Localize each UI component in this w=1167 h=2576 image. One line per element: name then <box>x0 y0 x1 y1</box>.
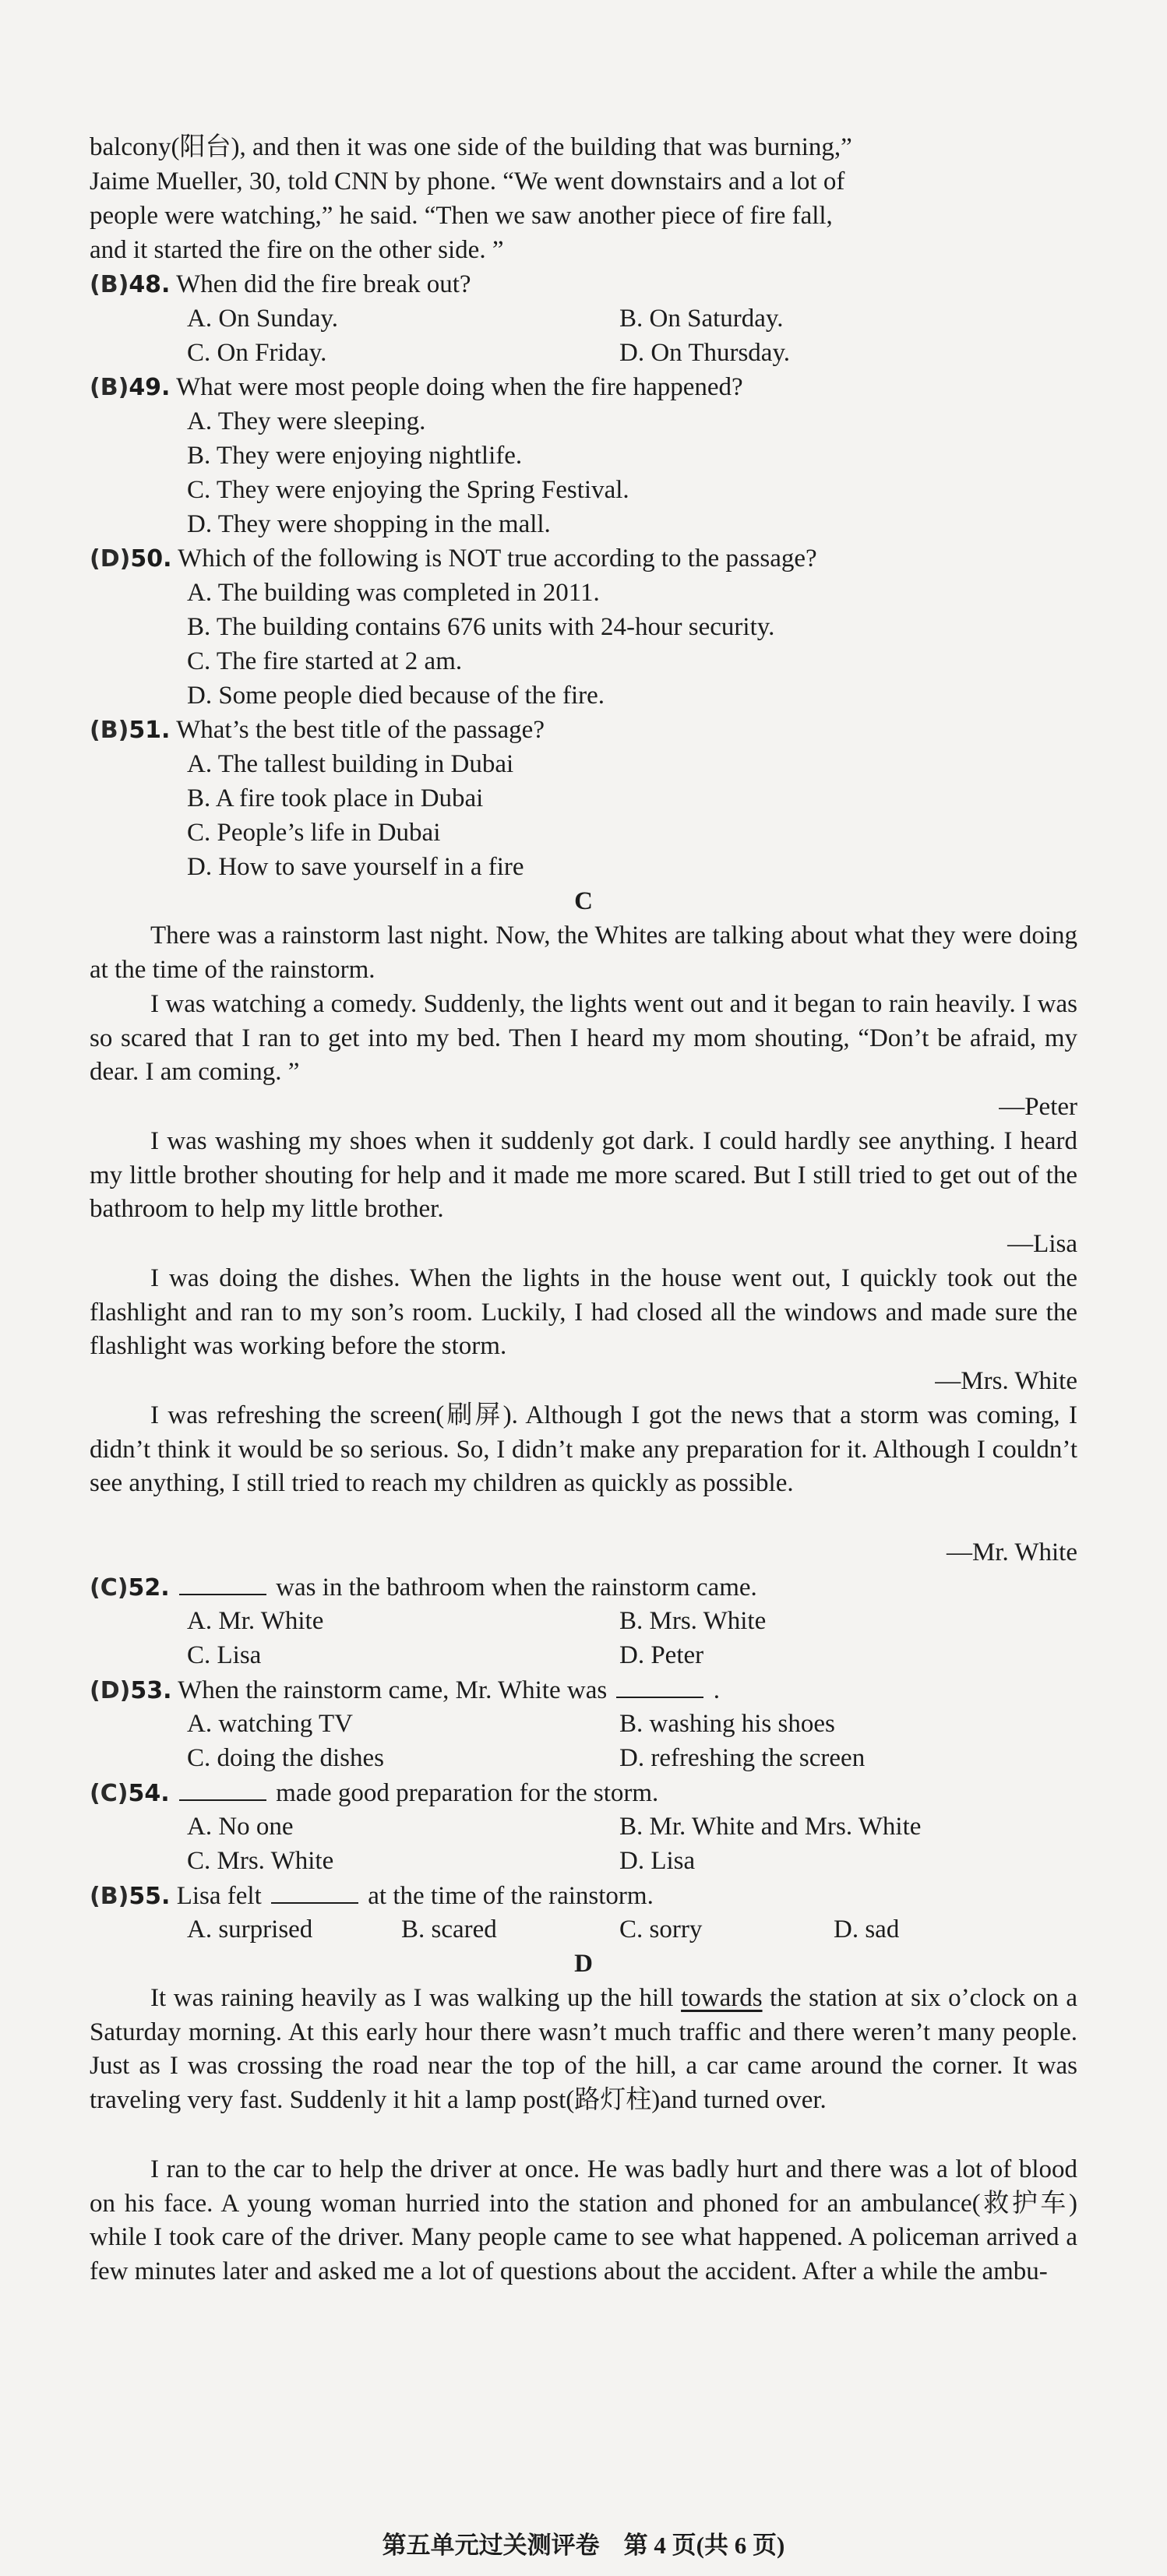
question-number: 51. <box>129 717 171 744</box>
section-d-paragraph-1: It was raining heavily as I was walking up the hill towards the station at six o’clock on a Saturday morning. At this early hour there wasn’t much traffic and there weren’t many people. Just as I was crossing the road near the top of the hill, a car came around the corner. It was traveling very fast. Suddenly it hit a lamp post(路灯柱)and turned over. <box>90 1984 1077 2114</box>
option: C. Lisa <box>187 1641 262 1669</box>
question-stem: made good preparation for the storm. <box>276 1779 659 1807</box>
option: B. A fire took place in Dubai <box>187 784 484 812</box>
option: D. They were shopping in the mall. <box>187 510 551 538</box>
question-stem-end: at the time of the rainstorm. <box>368 1882 654 1910</box>
section-c-intro: There was a rainstorm last night. Now, the Whites are talking about what they were doing at the time of the rainstorm. <box>90 922 1077 984</box>
question-number: 52. <box>128 1574 170 1602</box>
passage-b-line: and it started the fire on the other side. ” <box>90 236 504 264</box>
answer-blank <box>179 1776 266 1801</box>
section-d-heading: D <box>574 1950 593 1978</box>
answer-mark: (C) <box>90 1780 129 1807</box>
option: D. Peter <box>619 1641 704 1669</box>
answer-mark: (B) <box>90 717 129 744</box>
option: C. Mrs. White <box>187 1847 334 1875</box>
page-footer: 第五单元过关测评卷 第 4 页(共 6 页) <box>382 2532 785 2559</box>
question-stem: What were most people doing when the fire happened? <box>176 373 743 401</box>
answer-mark: (B) <box>90 1883 129 1910</box>
answer-mark: (B) <box>90 374 129 401</box>
answer-blank <box>271 1879 358 1904</box>
question-stem: Which of the following is NOT true according to the passage? <box>178 544 817 573</box>
answer-mark: (D) <box>90 545 131 573</box>
option: A. The tallest building in Dubai <box>187 750 514 778</box>
option: B. They were enjoying nightlife. <box>187 442 523 470</box>
option: B. The building contains 676 units with 24-hour security. <box>187 613 775 641</box>
option: C. The fire started at 2 am. <box>187 647 463 675</box>
speaker-paragraph: I was washing my shoes when it suddenly got dark. I could hardly see anything. I heard my little brother shouting for help and it made me more scared. But I still tried to get out of the bathroom to help my little brother. <box>90 1127 1077 1224</box>
option: A. No one <box>187 1813 294 1841</box>
option: A. watching TV <box>187 1710 353 1738</box>
option: C. sorry <box>619 1915 703 1943</box>
question-52 <box>90 1570 757 1605</box>
speaker-paragraph: I was refreshing the screen(刷屏). Although I got the news that a storm was coming, I didn’t think it would be so serious. So, I didn’t make any preparation for it. Although I couldn’t see anything, I still tried to reach my children as quickly as possible. <box>90 1401 1077 1498</box>
option: D. refreshing the screen <box>619 1744 866 1772</box>
question-stem: Lisa felt <box>176 1882 262 1910</box>
option: D. sad <box>834 1915 900 1943</box>
question-50 <box>90 542 817 576</box>
option: A. They were sleeping. <box>187 407 426 435</box>
option: B. Mr. White and Mrs. White <box>619 1813 922 1841</box>
option: D. Some people died because of the fire. <box>187 682 605 710</box>
option: C. People’s life in Dubai <box>187 819 441 847</box>
option: A. The building was completed in 2011. <box>187 579 600 607</box>
speaker-signature: —Mrs. White <box>935 1367 1077 1395</box>
option: A. Mr. White <box>187 1607 324 1635</box>
option: B. Mrs. White <box>619 1607 767 1635</box>
speaker-signature: —Mr. White <box>946 1538 1077 1566</box>
option: C. doing the dishes <box>187 1744 384 1772</box>
question-number: 50. <box>130 545 172 573</box>
question-number: 49. <box>129 374 171 401</box>
question-48 <box>90 268 471 302</box>
question-49 <box>90 371 743 405</box>
question-54 <box>90 1776 658 1811</box>
question-51 <box>90 714 545 748</box>
answer-blank <box>179 1570 266 1595</box>
question-55 <box>90 1879 654 1914</box>
option: D. On Thursday. <box>619 339 791 367</box>
underlined-word: towards <box>681 1984 763 2012</box>
option: A. surprised <box>187 1915 313 1943</box>
question-stem: What’s the best title of the passage? <box>176 716 545 744</box>
option: B. washing his shoes <box>619 1710 835 1738</box>
option: D. How to save yourself in a fire <box>187 853 524 881</box>
question-stem: When did the fire break out? <box>176 270 471 298</box>
speaker-signature: —Peter <box>999 1093 1077 1121</box>
question-53 <box>90 1673 720 1708</box>
passage-b-line: balcony(阳台), and then it was one side of the building that was burning,” <box>90 133 852 161</box>
speaker-paragraph: I was watching a comedy. Suddenly, the lights went out and it began to rain heavily. I was so scared that I ran to get into my bed. Then I heard my mom shouting, “Don’t be afraid, my dear. I am coming. ” <box>90 990 1077 1087</box>
question-number: 53. <box>130 1677 172 1704</box>
passage-b-line: people were watching,” he said. “Then we saw another piece of fire fall, <box>90 202 833 230</box>
answer-blank <box>616 1673 703 1698</box>
option: B. scared <box>401 1915 497 1943</box>
section-d-paragraph-2: I ran to the car to help the driver at once. He was badly hurt and there was a lot of blood on his face. A young woman hurried into the station and phoned for an ambulance(救护车) while I took care of the driver. Many people came to see what happened. A policeman arrived a few minutes later and asked me a lot of questions about the accident. After a while the ambu- <box>90 2155 1077 2285</box>
option: B. On Saturday. <box>619 305 784 333</box>
question-number: 55. <box>129 1883 171 1910</box>
question-stem-end: . <box>713 1676 720 1704</box>
answer-mark: (C) <box>90 1574 129 1602</box>
option: C. On Friday. <box>187 339 327 367</box>
speaker-paragraph: I was doing the dishes. When the lights in the house went out, I quickly took out the flashlight and ran to my son’s room. Luckily, I had closed all the windows and made sure the flashlight was working before the storm. <box>90 1264 1077 1361</box>
option: A. On Sunday. <box>187 305 339 333</box>
question-number: 54. <box>128 1780 170 1807</box>
question-stem: was in the bathroom when the rainstorm came. <box>276 1573 757 1602</box>
answer-mark: (B) <box>90 271 129 298</box>
question-stem: When the rainstorm came, Mr. White was <box>178 1676 608 1704</box>
speaker-signature: —Lisa <box>1007 1230 1077 1258</box>
section-c-heading: C <box>574 887 593 915</box>
option: D. Lisa <box>619 1847 696 1875</box>
answer-mark: (D) <box>90 1677 131 1704</box>
question-number: 48. <box>129 271 171 298</box>
option: C. They were enjoying the Spring Festival. <box>187 476 629 504</box>
passage-b-line: Jaime Mueller, 30, told CNN by phone. “We went downstairs and a lot of <box>90 167 845 196</box>
